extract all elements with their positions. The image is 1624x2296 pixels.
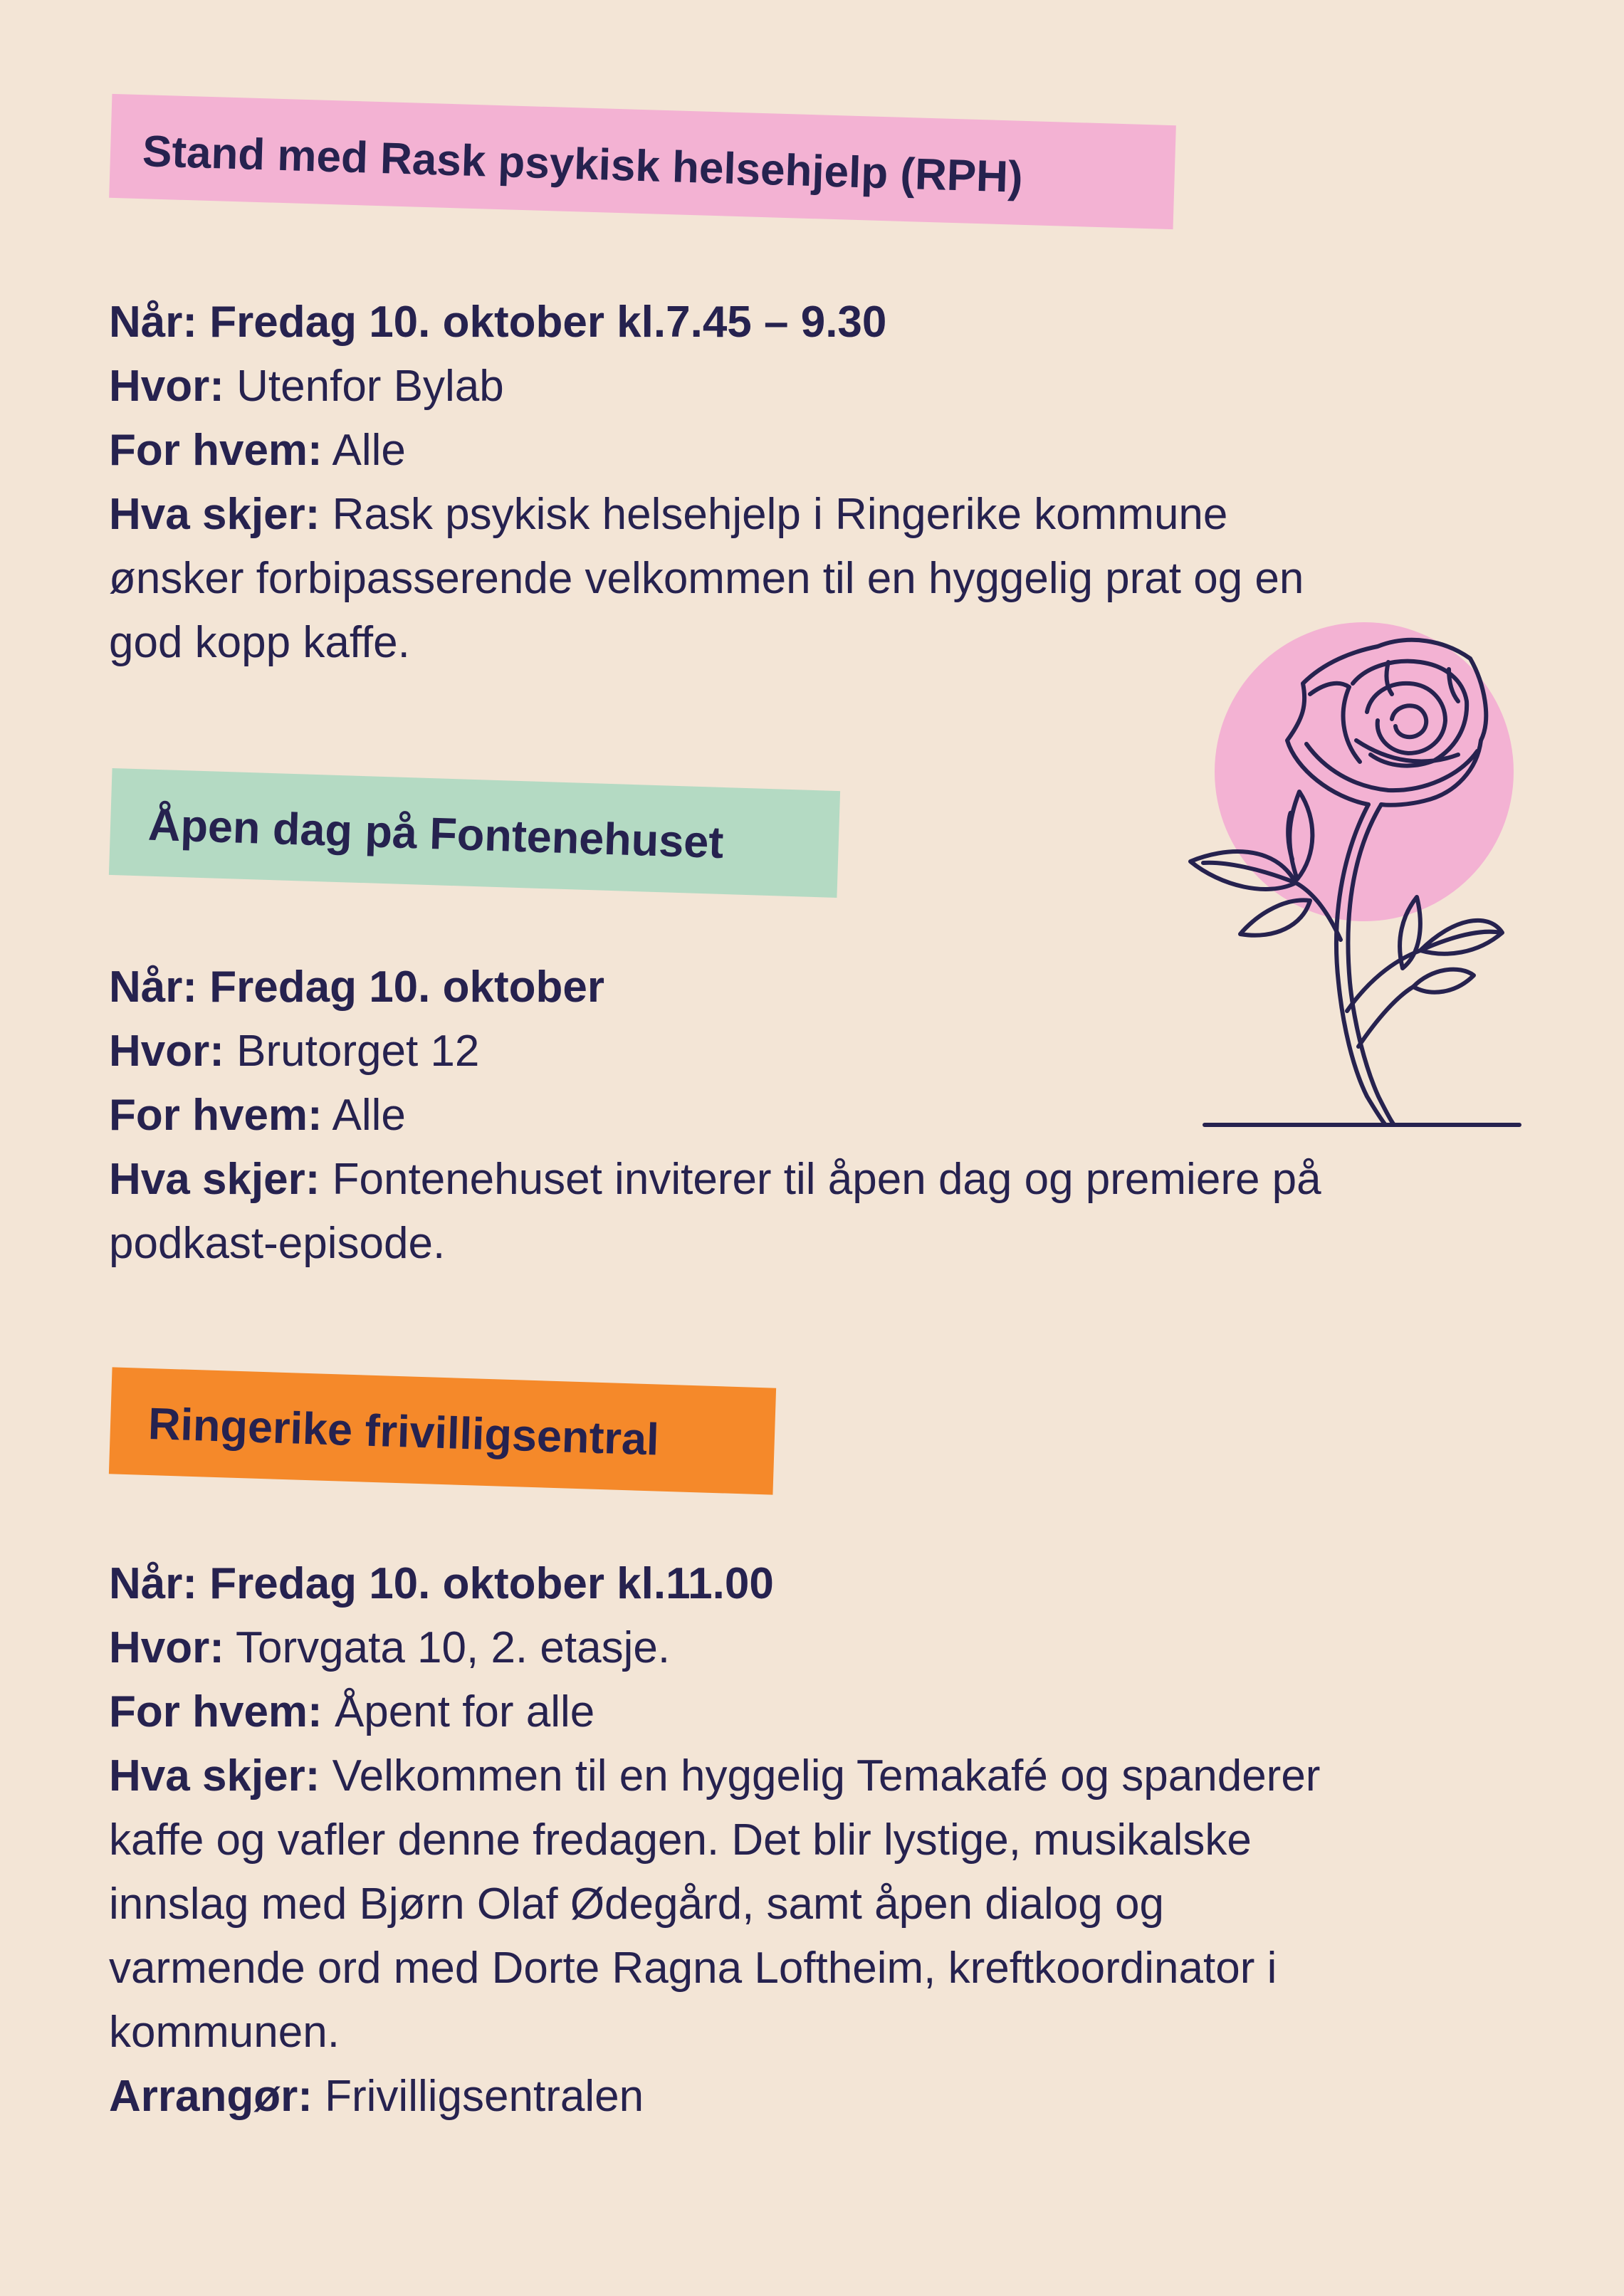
event-what-line bbox=[109, 483, 1497, 547]
who-value: Alle bbox=[332, 1091, 406, 1140]
what-label: Hva skjer: bbox=[109, 1751, 320, 1800]
event-what-line: god kopp kaffe. bbox=[109, 618, 410, 667]
who-label: For hvem: bbox=[109, 1091, 323, 1140]
event-when: Når: Fredag 10. oktober kl.11.00 bbox=[109, 1559, 774, 1608]
event-who bbox=[109, 1680, 1497, 1744]
where-value: Brutorget 12 bbox=[236, 1027, 480, 1076]
event-when: Når: Fredag 10. oktober kl.7.45 – 9.30 bbox=[109, 298, 887, 347]
what-label: Hva skjer: bbox=[109, 1155, 320, 1204]
event-title-rph: Stand med Rask psykisk helsehjelp (RPH) bbox=[109, 94, 1176, 229]
who-label: For hvem: bbox=[109, 1687, 323, 1736]
who-value: Åpent for alle bbox=[334, 1687, 595, 1736]
what-value: Velkommen til en hyggelig Temakafé og spanderer bbox=[332, 1751, 1321, 1800]
event-where bbox=[109, 355, 1497, 419]
what-value: Fontenehuset inviterer til åpen dag og premiere på bbox=[332, 1155, 1321, 1204]
event-what-line: innslag med Bjørn Olaf Ødegård, samt åpen dialog og bbox=[109, 1880, 1164, 1929]
what-value: Rask psykisk helsehjelp i Ringerike kommune bbox=[332, 490, 1228, 539]
event-what-line bbox=[109, 1744, 1497, 1808]
event-what-line: ønsker forbipasserende velkommen til en hyggelig prat og en bbox=[109, 554, 1304, 603]
event-title-fontenehuset: Åpen dag på Fontenehuset bbox=[109, 768, 840, 898]
event-what-line: kaffe og vafler denne fredagen. Det blir lystige, musikalske bbox=[109, 1815, 1252, 1865]
event-what-line: varmende ord med Dorte Ragna Loftheim, kreftkoordinator i bbox=[109, 1944, 1277, 1993]
who-label: For hvem: bbox=[109, 426, 323, 475]
event-details-fontenehuset bbox=[109, 955, 1497, 1276]
who-value: Alle bbox=[332, 426, 406, 475]
event-when: Når: Fredag 10. oktober bbox=[109, 963, 604, 1012]
event-who bbox=[109, 419, 1497, 483]
where-label: Hvor: bbox=[109, 1027, 224, 1076]
organizer-label: Arrangør: bbox=[109, 2072, 313, 2121]
event-details-frivilligsentral bbox=[109, 1552, 1497, 2129]
event-what-line: podkast-episode. bbox=[109, 1219, 446, 1268]
what-label: Hva skjer: bbox=[109, 490, 320, 539]
event-where bbox=[109, 1616, 1497, 1680]
where-label: Hvor: bbox=[109, 1623, 224, 1672]
organizer-value: Frivilligsentralen bbox=[325, 2072, 644, 2121]
event-what-line bbox=[109, 1148, 1497, 1212]
event-what-line: kommunen. bbox=[109, 2008, 340, 2057]
where-value: Torvgata 10, 2. etasje. bbox=[236, 1623, 671, 1672]
event-who bbox=[109, 1084, 1497, 1148]
event-title-frivilligsentral: Ringerike frivilligsentral bbox=[109, 1367, 776, 1494]
where-label: Hvor: bbox=[109, 362, 224, 411]
event-where bbox=[109, 1019, 1497, 1084]
where-value: Utenfor Bylab bbox=[236, 362, 504, 411]
event-organizer bbox=[109, 2065, 1497, 2129]
